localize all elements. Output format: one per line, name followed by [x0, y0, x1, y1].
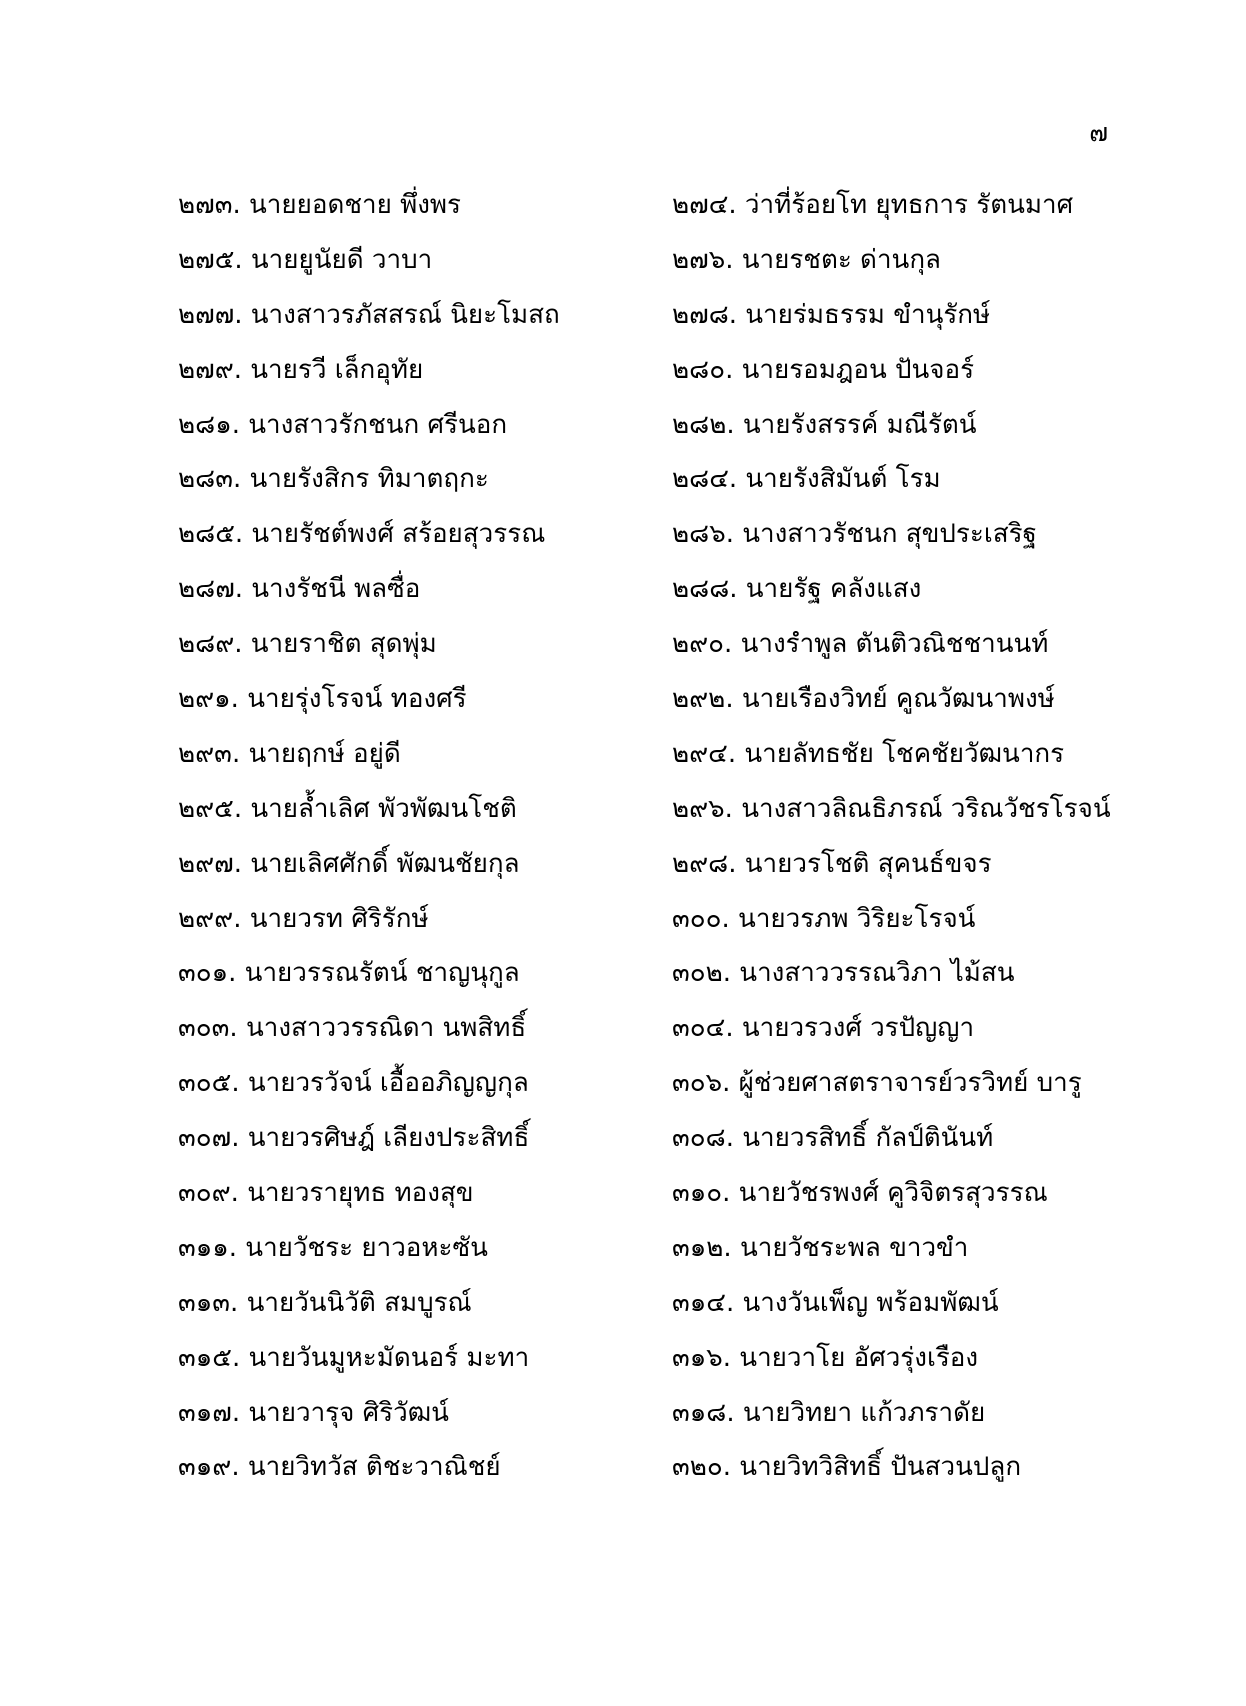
list-item: ๒๗๔. ว่าที่ร้อยโท ยุทธการ รัตนมาศ [672, 190, 1074, 220]
list-item: ๓๐๙. นายวรายุทธ ทองสุข [178, 1178, 474, 1209]
list-row [0, 408, 1246, 463]
list-item: ๒๙๒. นายเรืองวิทย์ คูณวัฒนาพงษ์ [672, 684, 1055, 715]
list-item: ๒๙๓. นายฤกษ์ อยู่ดี [178, 738, 401, 769]
list-item: ๓๑๐. นายวัชรพงศ์ คูวิจิตรสุวรรณ [672, 1178, 1048, 1209]
list-row [0, 353, 1246, 408]
list-item: ๓๒๐. นายวิทวิสิทธิ์ ปันสวนปลูก [672, 1452, 1022, 1483]
list-row [0, 737, 1246, 792]
list-item: ๓๑๕. นายวันมูหะมัดนอร์ มะทา [178, 1342, 530, 1373]
list-row [0, 1396, 1246, 1451]
list-item: ๒๙๖. นางสาวลิณธิภรณ์ วริณวัชรโรจน์ [672, 793, 1111, 824]
list-item: ๓๑๙. นายวิทวัส ติชะวาณิชย์ [178, 1452, 501, 1483]
list-item: ๒๘๑. นางสาวรักชนก ศรีนอก [178, 409, 508, 440]
list-item: ๓๐๐. นายวรภพ วิริยะโรจน์ [672, 903, 976, 934]
member-list [0, 188, 1246, 1505]
list-item: ๒๙๕. นายล้ำเลิศ พัวพัฒนโชติ [178, 793, 517, 824]
list-row [0, 188, 1246, 243]
list-item: ๒๙๑. นายรุ่งโรจน์ ทองศรี [178, 684, 467, 715]
list-item: ๒๙๙. นายวรท ศิริรักษ์ [178, 903, 429, 934]
list-row [0, 298, 1246, 353]
list-row [0, 1011, 1246, 1066]
list-row [0, 572, 1246, 627]
list-item: ๒๙๔. นายลัทธชัย โชคชัยวัฒนากร [672, 738, 1065, 769]
list-item: ๒๘๖. นางสาวรัชนก สุขประเสริฐ [672, 519, 1037, 550]
list-item: ๒๗๖. นายรชตะ ด่านกุล [672, 244, 941, 275]
list-row [0, 847, 1246, 902]
list-item: ๓๐๑. นายวรรณรัตน์ ชาญนุกูล [178, 958, 520, 989]
list-item: ๒๗๗. นางสาวรภัสสรณ์ นิยะโมสถ [178, 299, 560, 330]
list-row [0, 1121, 1246, 1176]
list-item: ๒๗๕. นายยูนัยดี วาบา [178, 244, 433, 275]
list-item: ๓๐๗. นายวรศิษฎ์ เลียงประสิทธิ์ [178, 1123, 530, 1154]
list-item: ๓๐๔. นายวรวงศ์ วรปัญญา [672, 1013, 975, 1044]
list-item: ๒๘๐. นายรอมฎอน ปันจอร์ [672, 354, 975, 385]
list-item: ๓๑๓. นายวันนิวัติ สมบูรณ์ [178, 1287, 472, 1318]
list-row [0, 956, 1246, 1011]
list-row [0, 627, 1246, 682]
list-row [0, 1450, 1246, 1505]
list-row [0, 1286, 1246, 1341]
list-item: ๒๗๘. นายร่มธรรม ขำนุรักษ์ [672, 299, 991, 330]
list-row [0, 1176, 1246, 1231]
list-item: ๓๑๘. นายวิทยา แก้วภราดัย [672, 1397, 986, 1428]
list-item: ๒๘๘. นายรัฐ คลังแสง [672, 574, 922, 605]
list-item: ๓๑๔. นางวันเพ็ญ พร้อมพัฒน์ [672, 1287, 999, 1318]
list-item: ๓๐๓. นางสาววรรณิดา นพสิทธิ์ [178, 1013, 527, 1044]
list-row [0, 462, 1246, 517]
list-item: ๓๑๗. นายวารุจ ศิริวัฒน์ [178, 1397, 449, 1428]
list-item: ๒๘๗. นางรัชนี พลซื่อ [178, 574, 421, 605]
list-row [0, 1231, 1246, 1286]
list-item: ๒๗๙. นายรวี เล็กอุทัย [178, 354, 424, 385]
list-item: ๓๐๕. นายวรวัจน์ เอื้ออภิญญกุล [178, 1068, 529, 1099]
list-row [0, 682, 1246, 737]
list-row [0, 517, 1246, 572]
list-item: ๓๐๒. นางสาววรรณวิภา ไม้สน [672, 958, 1015, 989]
list-item: ๒๙๐. นางรำพูล ตันติวณิชชานนท์ [672, 629, 1049, 660]
list-row [0, 1066, 1246, 1121]
list-row [0, 243, 1246, 298]
list-item: ๒๗๓. นายยอดชาย พึ่งพร [178, 190, 462, 220]
list-row [0, 902, 1246, 957]
list-row [0, 792, 1246, 847]
list-item: ๒๙๘. นายวรโชติ สุคนธ์ขจร [672, 848, 992, 879]
list-item: ๓๐๘. นายวรสิทธิ์ กัลป์ตินันท์ [672, 1123, 994, 1154]
list-item: ๓๑๒. นายวัชระพล ขาวขำ [672, 1232, 969, 1263]
list-item: ๒๘๙. นายราชิต สุดพุ่ม [178, 629, 437, 660]
list-item: ๓๐๖. ผู้ช่วยศาสตราจารย์วรวิทย์ บารู [672, 1068, 1082, 1099]
list-item: ๒๙๗. นายเลิศศักดิ์ พัฒนชัยกุล [178, 848, 520, 879]
page-number: ๗ [1089, 118, 1108, 147]
list-item: ๓๑๖. นายวาโย อัศวรุ่งเรือง [672, 1342, 979, 1373]
list-item: ๒๘๔. นายรังสิมันต์ โรม [672, 464, 941, 495]
list-row [0, 1341, 1246, 1396]
list-item: ๒๘๒. นายรังสรรค์ มณีรัตน์ [672, 409, 977, 440]
list-item: ๓๑๑. นายวัชระ ยาวอหะซัน [178, 1232, 488, 1263]
list-item: ๒๘๕. นายรัชต์พงศ์ สร้อยสุวรรณ [178, 519, 546, 550]
list-item: ๒๘๓. นายรังสิกร ทิมาตฤกะ [178, 464, 489, 495]
